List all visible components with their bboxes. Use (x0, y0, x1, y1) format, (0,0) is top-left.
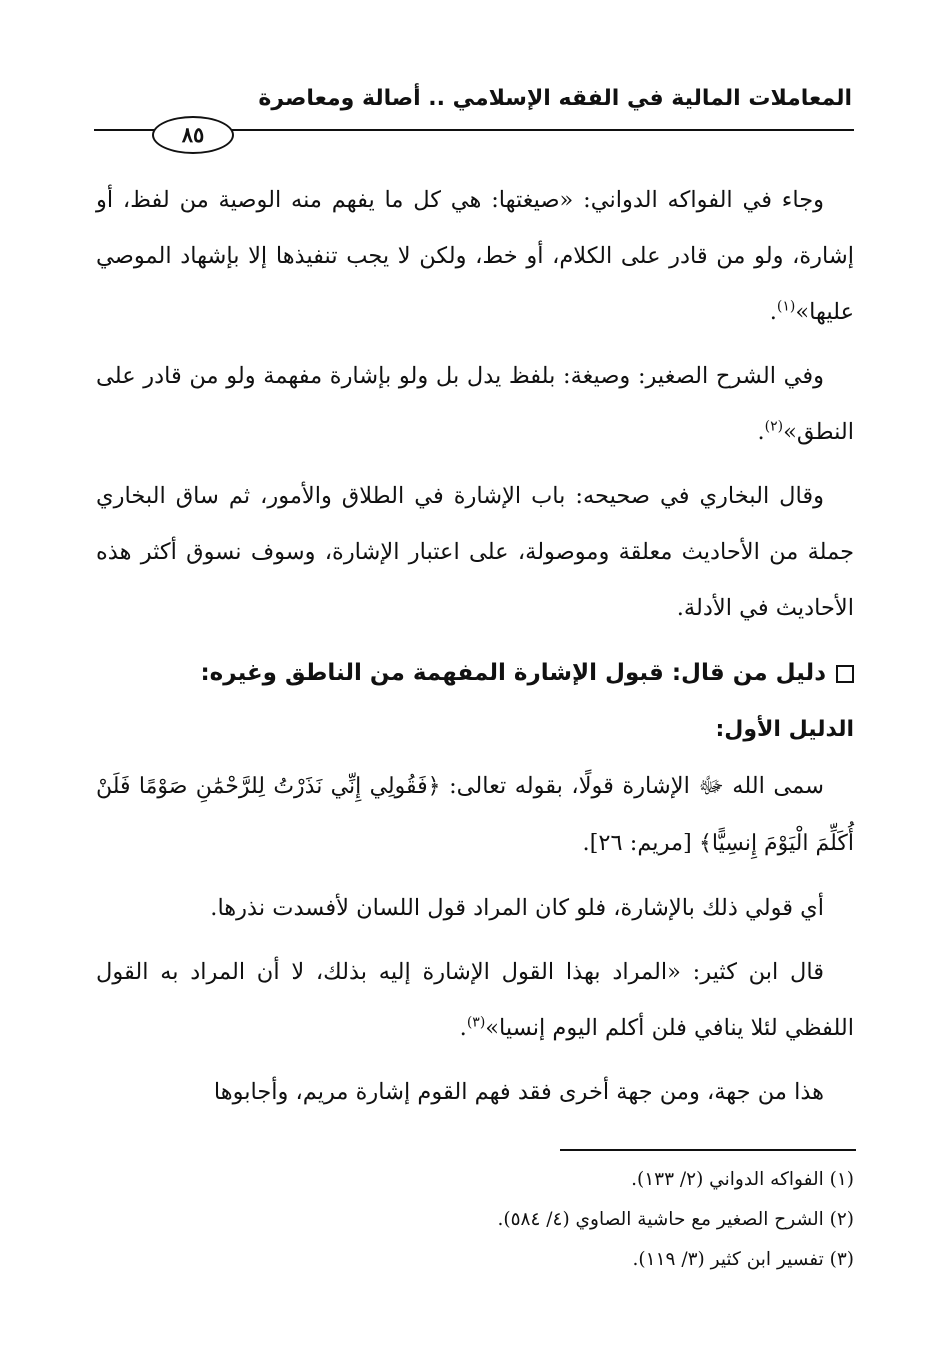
paragraph-fawakih-text: وجاء في الفواكه الدواني: «صيغتها: هي كل ما يفهم منه الوصية من لفظ، أو إشارة، ولو من قادر على الكلام، أو خط، ولكن لا يجب تنفيذها إلا بإشهاد الموصي عليها» (96, 187, 854, 325)
paragraph-quran-evidence (96, 758, 854, 872)
footnote-2: (٢) الشرح الصغير مع حاشية الصاوي (٤/ ٥٨٤). (497, 1209, 854, 1230)
section-heading (96, 644, 854, 702)
section-heading-text: دليل من قال: قبول الإشارة المفهمة من الناطق وغيره: (200, 660, 826, 686)
quran-verse: ﴿فَقُولِي إِنِّي نَذَرْتُ لِلرَّحْمَٰنِ صَوْمًا فَلَنْ أُكَلِّمَ الْيَوْمَ إِنسِيًّا﴾ (96, 774, 854, 856)
checkbox-square-icon (836, 665, 854, 683)
footnote-ref-1: (١) (776, 298, 796, 315)
running-head-title: المعاملات المالية في الفقه الإسلامي .. أصالة ومعاصرة (258, 86, 852, 111)
body-text (96, 172, 854, 1128)
paragraph-ibn-kathir (96, 944, 854, 1056)
footnote-3: (٣) تفسير ابن كثير (٣/ ١١٩). (632, 1249, 854, 1270)
paragraph-explanation: أي قولي ذلك بالإشارة، فلو كان المراد قول اللسان لأفسدت نذرها. (210, 895, 824, 921)
paragraph-continuation: هذا من جهة، ومن جهة أخرى فقد فهم القوم إشارة مريم، وأجابوها (213, 1079, 824, 1105)
paragraph-fawakih-end: . (769, 299, 777, 325)
footnote-separator (560, 1149, 856, 1151)
paragraph-sharh-saghir-end: . (757, 419, 765, 445)
footnote-ref-3: (٣) (466, 1014, 486, 1031)
paragraph-fawakih (96, 172, 854, 340)
paragraph-ibn-kathir-text: قال ابن كثير: «المراد بهذا القول الإشارة إليه بذلك، لا أن المراد به القول اللفظي لئلا ينافي فلن أكلم اليوم إنسيا» (96, 959, 854, 1041)
paragraph-bukhari: وقال البخاري في صحيحه: باب الإشارة في الطلاق والأمور، ثم ساق البخاري جملة من الأحاديث معلقة وموصولة، على اعتبار الإشارة، وسوف نسوق أكثر هذه الأحاديث في الأدلة. (96, 483, 854, 621)
footnote-ref-2: (٢) (764, 418, 784, 435)
footnotes (96, 1160, 854, 1280)
paragraph-quran-evidence-text: سمى الله ﷻ الإشارة قولًا، بقوله تعالى: (449, 773, 825, 799)
page-number: ٨٥ (152, 116, 234, 154)
paragraph-ibn-kathir-end: . (459, 1015, 467, 1041)
quran-citation: [مريم: ٢٦]. (582, 830, 692, 856)
first-evidence-heading: الدليل الأول: (715, 717, 854, 742)
paragraph-sharh-saghir-text: وفي الشرح الصغير: وصيغة: بلفظ يدل بل ولو بإشارة مفهمة ولو من قادر على النطق» (96, 363, 854, 445)
footnote-1: (١) الفواكه الدواني (٢/ ١٣٣). (631, 1169, 854, 1190)
paragraph-sharh-saghir (96, 348, 854, 460)
